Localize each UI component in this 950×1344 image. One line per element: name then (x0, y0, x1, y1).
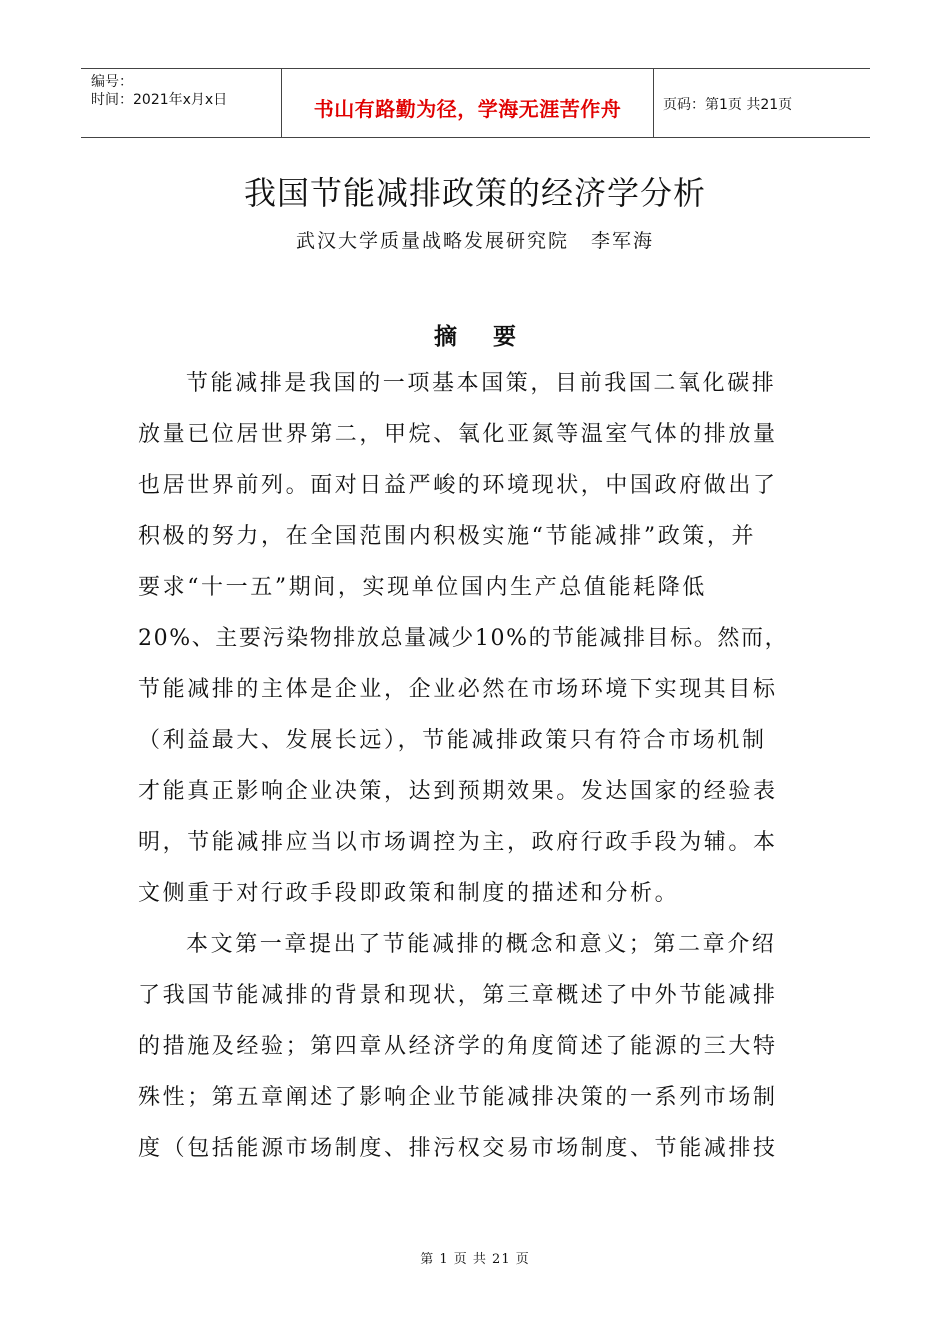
abstract-line: 20%、主要污染物排放总量减少10%的节能减排目标。然而， (138, 626, 789, 651)
abstract-line: 文侧重于对行政手段即政策和制度的描述和分析。 (138, 881, 680, 906)
header-meta-cell (81, 69, 282, 137)
abstract-line: （利益最大、发展长远），节能减排政策只有符合市场机制 (138, 728, 767, 753)
document-time-label: 时间：2021年x月x日 (91, 92, 228, 108)
page-code-label: 页码：第1页 共21页 (663, 97, 793, 113)
page-footer: 第 1 页 共 21 页 (420, 1252, 530, 1267)
abstract-line: 的措施及经验；第四章从经济学的角度简述了能源的三大特 (138, 1034, 778, 1059)
document-title: 我国节能减排政策的经济学分析 (243, 174, 706, 212)
abstract-line: 度（包括能源市场制度、排污权交易市场制度、节能减排技 (138, 1136, 778, 1161)
abstract-line: 明，节能减排应当以市场调控为主，政府行政手段为辅。本 (138, 830, 778, 855)
author-affiliation: 武汉大学质量战略发展研究院 (295, 230, 569, 252)
abstract-line: 要求“十一五”期间，实现单位国内生产总值能耗降低 (138, 575, 707, 600)
abstract-line: 了我国节能减排的背景和现状，第三章概述了中外节能减排 (138, 983, 778, 1008)
abstract-line: 节能减排是我国的一项基本国策，目前我国二氧化碳排 (186, 371, 777, 396)
header-motto-cell (282, 69, 654, 137)
author-line (0, 226, 950, 253)
motto-text: 书山有路勤为径，学海无涯苦作舟 (313, 97, 622, 121)
author-name: 李军海 (591, 230, 655, 252)
abstract-heading: 摘要 (434, 323, 552, 350)
abstract-line: 才能真正影响企业决策，达到预期效果。发达国家的经验表 (138, 779, 778, 804)
abstract-line: 节能减排的主体是企业，企业必然在市场环境下实现其目标 (138, 677, 778, 702)
abstract-line: 也居世界前列。面对日益严峻的环境现状，中国政府做出了 (138, 473, 778, 498)
document-id-label: 编号： (91, 74, 133, 90)
abstract-line: 本文第一章提出了节能减排的概念和意义；第二章介绍 (186, 932, 777, 957)
abstract-line: 放量已位居世界第二，甲烷、氧化亚氮等温室气体的排放量 (138, 422, 778, 447)
abstract-line: 积极的努力，在全国范围内积极实施“节能减排”政策，并 (138, 524, 757, 549)
abstract-line: 殊性；第五章阐述了影响企业节能减排决策的一系列市场制 (138, 1085, 778, 1110)
document-header (81, 68, 870, 138)
